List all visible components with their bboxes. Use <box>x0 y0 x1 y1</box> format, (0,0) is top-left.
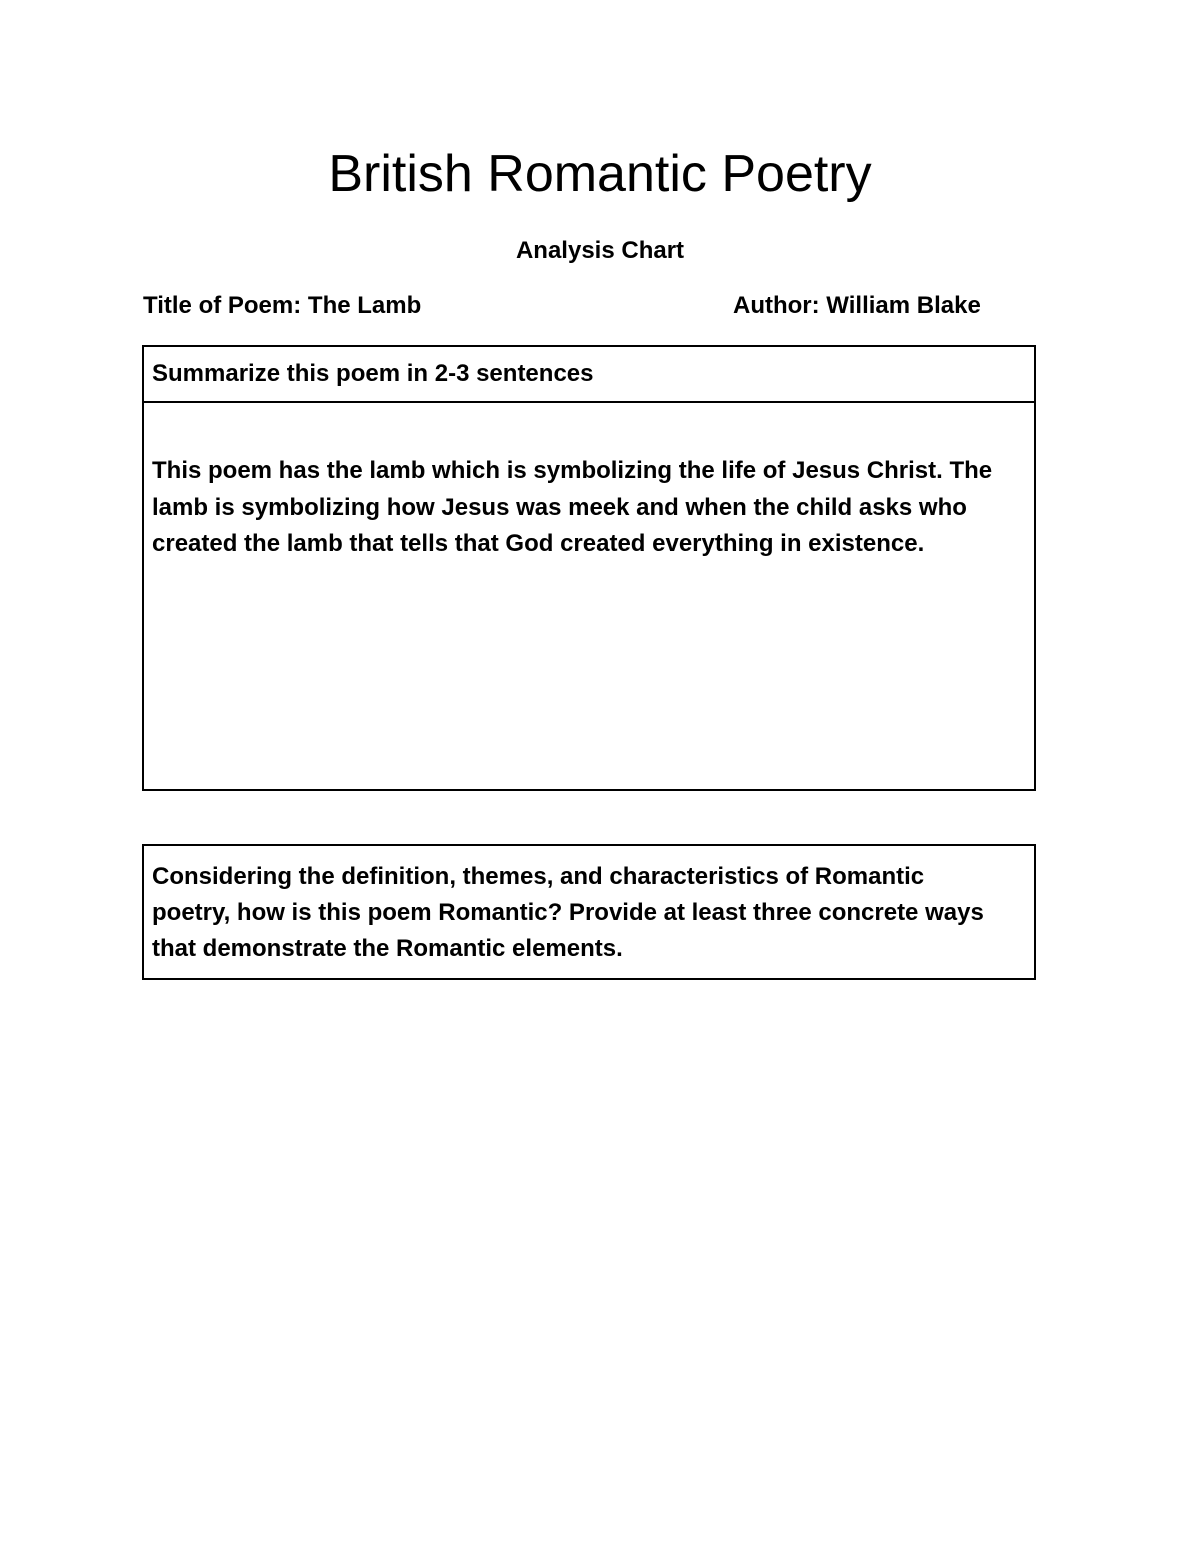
author-line: Author: William Blake <box>733 292 981 319</box>
summary-prompt: Summarize this poem in 2-3 sentences <box>144 347 1034 403</box>
summary-box <box>142 345 1036 791</box>
romantic-elements-box <box>142 844 1036 980</box>
summary-answer[interactable]: This poem has the lamb which is symbolizing the life of Jesus Christ. The lamb is symbolizing how Jesus was meek and when the child asks who created the lamb that tells that God created everything in existence. <box>152 457 993 557</box>
romantic-elements-prompt: Considering the definition, themes, and characteristics of Romantic poetry, how is this poem Romantic? Provide at least three concrete ways that demonstrate the Romantic elements. <box>152 863 984 962</box>
page-title: British Romantic Poetry <box>328 145 872 203</box>
page-subtitle: Analysis Chart <box>515 237 685 264</box>
poem-title-line: Title of Poem: The Lamb <box>143 292 422 319</box>
